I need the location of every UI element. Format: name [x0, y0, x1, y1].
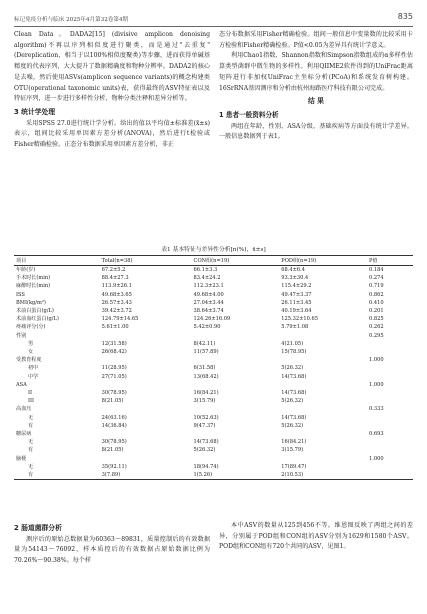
total-cell: 35(92.11) [101, 463, 127, 470]
pod-cell [279, 332, 367, 340]
table-row [14, 323, 413, 331]
table-row [14, 471, 413, 480]
table-header-row [14, 256, 413, 266]
pod-cell: 2(10.53) [279, 471, 367, 480]
p-value-cell: 0.333 [369, 406, 384, 413]
row-label: 中学 [28, 373, 39, 380]
total-cell [100, 430, 192, 438]
right-paragraph-1: 态分布数据采用Fisher精确检验。组间一般信息中变量数的比较采用卡方检验和Fisher精确检验。P值<0.05为差异具有统计学意义。 [219, 31, 413, 49]
row-label: 有 [28, 422, 34, 429]
con-cell: 1(5.26) [192, 471, 280, 480]
p-value-cell [367, 389, 413, 397]
table-row [14, 430, 413, 438]
pod-cell: 14(73.68) [281, 390, 307, 397]
pod-cell: 5(26.32) [281, 422, 304, 429]
p-value-cell: 0.201 [369, 308, 384, 315]
table-row [14, 422, 413, 430]
table-row [14, 397, 413, 405]
left-paragraph-1: Clean Data。DADA2[15] (divisive amplicon denoising algorithm)不再以序列相似度进行聚类，而是通过"去重复"(Dereplication，相当于以100%相似度聚类)等步骤，进而获得单碱基精度的代表序列，大大提升了数据精确度和物种分辨率。DADA2的核心是去噪，然后使用ASVs(amplicon sequence variants)的概念构建类OTU(operational taxonomic units)表，获得最终的ASV特征表以及特征序列，进一步进行多样性分析、物种分类注释和差异分析等。 [14, 31, 210, 103]
table-row [14, 340, 413, 348]
pod-cell: 5(26.32) [281, 365, 304, 372]
pod-cell: 125.32±10.65 [281, 316, 318, 323]
row-label: 性别 [16, 332, 27, 339]
con-cell: 83.4±24.2 [193, 275, 221, 282]
p-value-cell [367, 438, 413, 446]
pod-cell: 14(73.68) [281, 414, 307, 421]
p-value-cell [367, 463, 413, 471]
total-cell: 12(31.58) [101, 340, 127, 347]
table-row [14, 405, 413, 413]
p-value-cell [367, 422, 413, 430]
row-label: 女 [28, 349, 34, 356]
p-value-cell [367, 340, 413, 348]
con-cell: 49.68±4.00 [193, 291, 224, 298]
table-caption: 表1 基本特征与差异性分析[n(%)，x̄±s] [161, 247, 266, 253]
p-value-cell: 1.000 [369, 357, 384, 364]
con-cell: 9(47.37) [193, 422, 216, 429]
table-row [14, 274, 413, 282]
total-cell: 39.42±3.72 [101, 308, 132, 315]
stats-heading: 3 统计学处理 [14, 107, 56, 116]
page-number: 835 [397, 12, 413, 21]
table-row [14, 356, 413, 364]
bottom-right-column [219, 521, 413, 553]
table-row [14, 299, 413, 307]
row-label: BMI(kg/m²) [16, 299, 46, 306]
total-cell [100, 455, 192, 463]
table-row [14, 332, 413, 340]
con-cell: 8(42.11) [193, 340, 216, 347]
con-cell: 11(57.89) [193, 349, 219, 356]
con-cell: 10(52.63) [193, 414, 219, 421]
total-cell: 8(21.05) [101, 398, 124, 405]
pod-cell [279, 430, 367, 438]
con-cell: 16(84.21) [193, 390, 219, 397]
table-row [14, 389, 413, 397]
p-value-cell: 0.693 [369, 431, 384, 438]
left-column [14, 30, 210, 151]
con-cell: 112.3±23.1 [193, 283, 224, 290]
pod-cell [279, 381, 367, 389]
total-cell: 11(28.95) [101, 365, 127, 372]
table-row [14, 463, 413, 471]
header-pod: POD组(n=19) [279, 256, 367, 266]
p-value-cell [367, 348, 413, 356]
pod-cell: 26.11±3.45 [281, 299, 312, 306]
pod-cell: 5(26.32) [281, 398, 304, 405]
header-con: CON组(n=19) [192, 256, 280, 266]
row-label: 年龄(岁) [16, 267, 36, 273]
pod-cell: 16(84.21) [281, 439, 307, 446]
table-row [14, 414, 413, 422]
right-paragraph-2: 利用Chao1指数、Shannon指数和Simpson指数组成的α多样性估算类型菌群中微生物的多样性。利用QIIME2软件得到的UniFrac距离矩阵进行非加权UniFrac主坐标分析(PCoA)和系统发育树构建。16SrRNA基因测序和分析由杭州海路医疗科技有限公司完成。 [219, 52, 413, 92]
total-cell: 124.79±14.65 [101, 316, 139, 323]
total-cell: 5.61±1.00 [101, 324, 129, 331]
table-row [14, 455, 413, 463]
p-value-cell: 1.000 [369, 455, 384, 462]
total-cell [100, 356, 192, 364]
con-cell: 38.64±3.74 [193, 308, 224, 315]
table-row [14, 291, 413, 299]
con-cell: 124.26±16.09 [193, 316, 231, 323]
table-row [14, 282, 413, 290]
total-cell: 67.2±5.2 [101, 267, 126, 273]
con-cell: 5.42±0.90 [193, 324, 221, 331]
total-cell: 113.9±26.1 [101, 283, 132, 290]
pod-cell [279, 356, 367, 364]
pod-cell: 17(89.47) [281, 463, 307, 470]
table-row [14, 307, 413, 315]
running-header [14, 12, 413, 24]
pod-cell: 5.79±1.08 [281, 324, 309, 331]
total-cell: 30(78.95) [101, 439, 127, 446]
p-value-cell [367, 471, 413, 480]
table-row [14, 373, 413, 381]
row-label: 术前血红蛋白(g/L) [16, 316, 59, 323]
p-value-cell: 0.184 [369, 267, 384, 273]
table-body [14, 266, 413, 480]
p-value-cell [367, 397, 413, 405]
p-value-cell [367, 414, 413, 422]
row-label: 无 [28, 414, 34, 421]
total-cell: 30(78.95) [101, 390, 127, 397]
con-cell: 6(31.58) [193, 365, 216, 372]
total-cell: 3(7.89) [100, 471, 192, 480]
characteristics-table [14, 255, 413, 480]
total-cell: 14(36.84) [101, 422, 127, 429]
row-label: ISS [16, 291, 25, 298]
total-cell: 8(21.05) [101, 447, 124, 454]
p-value-cell: 0.262 [369, 324, 384, 331]
con-cell: 27.04±3.44 [193, 299, 224, 306]
microbiota-heading: 2 肠道菌群分析 [14, 524, 62, 532]
p-value-cell [367, 373, 413, 381]
table-row [14, 266, 413, 275]
con-cell [192, 430, 280, 438]
con-cell: 13(68.42) [193, 373, 219, 380]
row-label: 手术时长(min) [16, 275, 51, 282]
bottom-left-column [14, 521, 210, 567]
row-label: 有 [28, 447, 34, 454]
con-cell [192, 405, 280, 413]
p-value-cell: 0.410 [369, 299, 384, 306]
table-row [14, 315, 413, 323]
row-label: 无 [28, 439, 34, 446]
pod-cell [279, 455, 367, 463]
bottom-right-paragraph: 本中ASV的数量从125到456不等。维恩图反映了两组之间的差异，分别属于POD组和CON组的ASV分别为1629和1580个ASV。POD组和CON组有720个共同的ASV，见图1。 [219, 522, 413, 551]
pod-cell: 14(73.68) [281, 373, 307, 380]
header-p: P值 [367, 256, 413, 266]
con-cell [192, 356, 280, 364]
p-value-cell: 0.274 [369, 275, 384, 282]
con-cell: 5(26.32) [193, 447, 216, 454]
con-cell: 66.1±3.3 [193, 267, 218, 273]
pod-cell: 68.4±6.4 [281, 267, 305, 273]
row-label: 有 [14, 471, 100, 480]
p-value-cell [367, 446, 413, 454]
table-row [14, 438, 413, 446]
row-label: 麻醉时长(min) [16, 283, 51, 290]
con-cell [192, 381, 280, 389]
con-cell: 14(73.68) [193, 439, 219, 446]
table-row [14, 381, 413, 389]
p-value-cell: 1.000 [369, 381, 384, 388]
row-label: 糖尿病 [16, 431, 32, 438]
total-cell: 26(68.42) [101, 349, 127, 356]
row-label: 高血压 [16, 406, 32, 413]
con-cell: 18(94.74) [193, 463, 219, 470]
p-value-cell [367, 364, 413, 372]
row-label: 无 [28, 463, 34, 470]
p-value-cell: 0.862 [369, 291, 384, 298]
total-cell: 27(71.05) [101, 373, 127, 380]
row-label: 受教育程度 [16, 357, 42, 364]
row-label: 男 [28, 340, 34, 347]
con-cell [192, 455, 280, 463]
pod-cell: 4(21.05) [281, 340, 304, 347]
pod-cell: 49.47±3.37 [281, 291, 312, 298]
bottom-left-paragraph: 测序后的原始总数据量为60363～89831，质量控制后的有效数据量为54143～76092，样本质控后的有效数据占原始数据比例为70.26%～90.38%。每个样 [14, 535, 210, 565]
header-total: Total(n=38) [100, 256, 192, 266]
table-row [14, 348, 413, 356]
total-cell: 49.68±3.65 [101, 291, 132, 298]
con-cell: 3(15.79) [193, 398, 216, 405]
row-label: ASA [16, 381, 27, 388]
left-paragraph-2: 采用SPSS 27.0进行统计学分析。给出的值以平均值±标准差(x̄±s)表示，组间比较采用单因素方差分析(ANOVA)，然后进行t检验或Fisher精确检验。正态分布数据采用单因素方差分析，非正 [14, 119, 210, 149]
con-cell [192, 332, 280, 340]
total-cell [100, 381, 192, 389]
right-column [219, 30, 413, 143]
right-paragraph-3: 两组在年龄、性别、ASA分级、基础疾病等方面没有统计学差异。一般信息数据列于表1。 [219, 122, 413, 141]
row-label: III [28, 398, 35, 405]
journal-name: 标记免疫分析与临床 2025年4月第32卷第4期 [14, 17, 129, 23]
total-cell [100, 332, 192, 340]
header-item: 项目 [14, 256, 100, 266]
row-label: 术前白蛋白(g/L) [16, 308, 54, 315]
pod-cell: 3(15.79) [281, 447, 304, 454]
row-label: 初中 [28, 365, 39, 372]
total-cell [100, 405, 192, 413]
total-cell: 24(63.16) [101, 414, 127, 421]
row-label: 疼痛评分(分) [16, 324, 46, 331]
total-cell: 88.4±27.3 [101, 275, 129, 282]
pod-cell [279, 405, 367, 413]
total-cell: 26.57±3.43 [101, 299, 132, 306]
p-value-cell: 0.825 [369, 316, 384, 323]
header-rule [14, 26, 413, 27]
pod-cell: 93.3±30.4 [281, 275, 309, 282]
row-label: II [28, 390, 33, 397]
p-value-cell: 0.719 [369, 283, 384, 290]
p-value-cell: 0.295 [369, 332, 384, 339]
table-1 [14, 244, 413, 480]
pod-cell: 15(78.95) [281, 349, 307, 356]
table-row [14, 364, 413, 372]
patient-info-heading: 1 患者一般资料分析 [219, 110, 279, 119]
results-heading: 结 果 [308, 97, 324, 106]
pod-cell: 115.4±29.2 [281, 283, 312, 290]
table-row [14, 446, 413, 454]
pod-cell: 40.19±3.64 [281, 308, 312, 315]
row-label: 脑梗 [16, 455, 27, 462]
